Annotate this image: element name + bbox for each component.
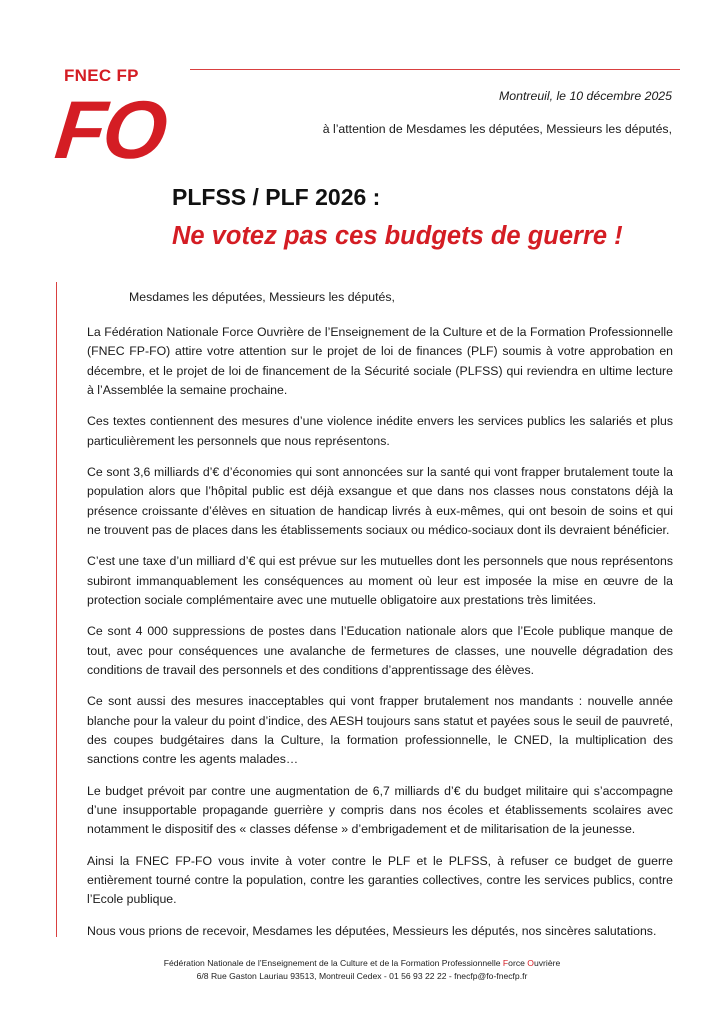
logo-top-text: FNEC FP: [64, 66, 139, 85]
margin-divider: [56, 282, 57, 937]
logo-main-text: FO: [51, 85, 169, 176]
paragraph: Ce sont aussi des mesures inacceptables qui vont frapper brutalement nos mandants : nouvelle année blanche pour la valeur du point d’indice, des AESH toujours sans statut et payées sous le seuil de pauvreté, des coupes budgétaires dans la Culture, la formation professionnelle, le CNED, la multiplication des sanctions contre les agents malades…: [87, 694, 673, 767]
closing: Nous vous prions de recevoir, Mesdames les députées, Messieurs les députés, nos sincères salutations.: [87, 923, 657, 938]
header-divider: [190, 69, 680, 70]
letter-body: [87, 288, 673, 953]
footer-organization: Fédération Nationale de l’Enseignement de la Culture et de la Formation Professionnelle Force Ouvrière: [163, 958, 561, 968]
letter-date: Montreuil, le 10 décembre 2025: [499, 89, 672, 103]
salutation: Mesdames les députées, Messieurs les députés,: [129, 290, 395, 304]
paragraph: Ce sont 3,6 milliards d’€ d’économies qui sont annoncées sur la santé qui vont frapper brutalement toute la population alors que l’hôpital public est déjà exsangue et que dans nos classes nous constatons déjà la présence croissante d’élèves en situation de handicap livrés à eux-mêmes, qui ont besoin de soins et qui ne trouvent pas de places dans les établissements sociaux ou médico-sociaux dont ils devraient bénéficier.: [87, 465, 673, 537]
footer-address: 6/8 Rue Gaston Lauriau 93513, Montreuil Cedex - 01 56 93 22 22 - fnecfp@fo-fnecfp.fr: [196, 970, 528, 981]
title-line-2: Ne votez pas ces budgets de guerre !: [172, 222, 623, 250]
letter-recipient: à l’attention de Mesdames les députées, Messieurs les députés,: [322, 122, 672, 136]
title-line-1: PLFSS / PLF 2026 :: [172, 184, 381, 210]
paragraph: Le budget prévoit par contre une augmentation de 6,7 milliards d’€ du budget militaire qui s’accompagne d’une insupportable propagande guerrière y compris dans nos écoles et établissements scolaires avec notamment le dispositif des « classes défense » d’embrigadement et de militarisation de la jeunesse.: [87, 783, 673, 837]
fnec-fp-fo-logo: [44, 60, 176, 190]
footer: [0, 957, 724, 982]
paragraph: C’est une taxe d’un milliard d’€ qui est prévue sur les mutuelles dont les personnels que nous représentons subiront immanquablement les conséquences au moment où leur est imposée la mise en œuvre de la protection sociale complémentaire avec une mutuelle obligatoire aux prestations très limitées.: [87, 554, 673, 607]
paragraph: Ainsi la FNEC FP-FO vous invite à voter contre le PLF et le PLFSS, à refuser ce budget de guerre entièrement tourné contre la population, contre les garanties collectives, contre les services publics, contre l’Ecole publique.: [87, 853, 673, 907]
paragraph: La Fédération Nationale Force Ouvrière de l’Enseignement de la Culture et de la Formation Professionnelle (FNEC FP-FO) attire votre attention sur le projet de loi de finances (PLF) soumis à votre approbation en décembre, et le projet de loi de financement de la Sécurité sociale (PLFSS) qui reviendra en ultime lecture à l’Assemblée la semaine prochaine.: [87, 325, 673, 397]
paragraph: Ce sont 4 000 suppressions de postes dans l’Education nationale alors que l’Ecole publique manque de tout, avec pour conséquences une avalanche de fermetures de classes, une nouvelle dégradation des conditions de travail des personnels et des conditions d’apprentissage des élèves.: [87, 624, 673, 677]
paragraph: Ces textes contiennent des mesures d’une violence inédite envers les services publics les salariés et plus particulièrement les personnels que nous représentons.: [87, 414, 673, 448]
